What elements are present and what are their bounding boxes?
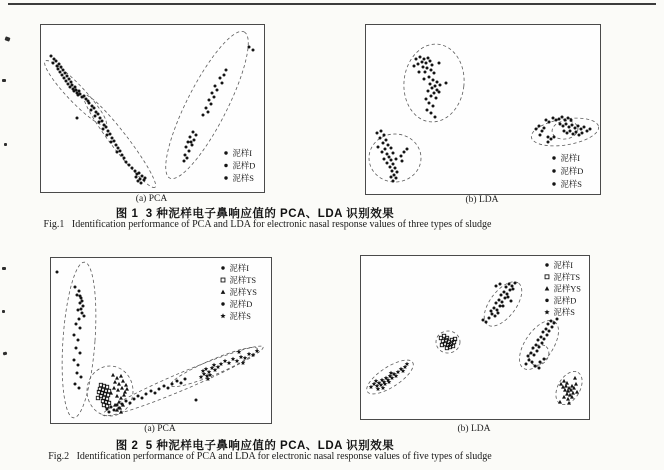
cluster-points-dot-2 [183, 46, 255, 163]
legend-marker-square [221, 278, 225, 282]
legend-label: 泥样I [553, 261, 574, 270]
legend-label: 泥样YS [553, 284, 581, 294]
legend-marker-dot [545, 263, 548, 266]
figure1-caption-zh: 图 1 3 种泥样电子鼻响应值的 PCA、LDA 识别效果 [115, 208, 395, 220]
cluster-points-泥样TS [96, 383, 110, 407]
pca-plot-3-types [40, 24, 265, 193]
scan-speck [2, 310, 5, 313]
panel-caption-fig1a: (a) PCA [135, 194, 168, 204]
cluster-ellipse [477, 275, 529, 332]
scan-speck [2, 267, 6, 270]
cluster-ellipse [400, 41, 468, 125]
cluster-points-dot-3 [525, 318, 559, 370]
legend-marker-dot [552, 169, 555, 172]
legend-label: 泥样D [560, 167, 584, 176]
legend-marker-triangle [221, 290, 226, 294]
lda-plot-5-types [360, 255, 590, 420]
plot-legend [544, 260, 581, 317]
legend-label: 泥样I [229, 264, 250, 273]
cluster-points-dot-0 [50, 55, 90, 120]
cluster-points-dot-2 [482, 282, 517, 324]
plot-legend [220, 263, 257, 321]
cluster-points-泥样TS [439, 334, 456, 349]
scatter-canvas [41, 25, 264, 192]
legend-label: 泥样YS [229, 288, 257, 297]
cluster-ellipse [100, 339, 267, 423]
legend-label: 泥样D [229, 300, 253, 309]
figure1-caption-en: Fig.1 Identification performance of PCA and LDA for electronic nasal response values of three types of sludge [43, 219, 492, 230]
scatter-canvas [361, 256, 589, 419]
legend-label: 泥样S [229, 312, 251, 321]
lda-plot-3-types [365, 24, 601, 195]
legend-label: 泥样S [553, 308, 575, 318]
page-rule [8, 3, 656, 5]
legend-marker-dot [224, 151, 227, 154]
legend-label: 泥样TS [553, 272, 581, 282]
legend-marker-dot [221, 266, 224, 269]
legend-label: 泥样D [553, 296, 577, 306]
cluster-ellipse [87, 366, 133, 416]
legend-marker-square [545, 275, 549, 279]
legend-label: 泥样I [232, 149, 253, 158]
cluster-points-dot-2 [535, 116, 592, 144]
panel-caption-fig2a: (a) PCA [144, 424, 176, 434]
legend-marker-triangle [545, 286, 550, 290]
legend-label: 泥样TS [229, 276, 257, 285]
cluster-points-泥样S [369, 362, 410, 391]
scan-speck [4, 36, 10, 41]
scan-speck [4, 143, 7, 146]
legend-marker-dot [224, 176, 227, 179]
plot-legend [552, 153, 583, 189]
legend-label: 泥样S [232, 174, 254, 183]
legend-label: 泥样I [560, 154, 581, 163]
legend-marker-dot [221, 302, 224, 305]
scan-speck [3, 352, 8, 356]
legend-marker-star [220, 313, 225, 318]
legend-marker-star [544, 309, 549, 314]
cluster-points-dot-1 [376, 130, 409, 183]
scatter-canvas [366, 25, 600, 194]
cluster-ellipse [168, 342, 260, 393]
legend-label: 泥样D [232, 161, 256, 171]
legend-marker-dot [224, 164, 227, 167]
legend-label: 泥样S [560, 180, 582, 189]
scatter-canvas [51, 258, 271, 423]
figure2-caption-zh: 图 2 5 种泥样电子鼻响应值的 PCA、LDA 识别效果 [115, 440, 395, 452]
scan-speck [2, 79, 6, 82]
legend-marker-dot [545, 299, 548, 302]
legend-marker-dot [552, 182, 555, 185]
cluster-points-dot-0 [413, 56, 448, 119]
figure2-caption-en: Fig.2 Identification performance of PCA and LDA for electronic nasal response values of five types of sludge [48, 451, 492, 462]
pca-plot-5-types [50, 257, 272, 424]
cluster-ellipse [78, 90, 162, 192]
cluster-points-dot-1 [88, 102, 147, 185]
panel-caption-fig1b: (b) LDA [465, 195, 499, 205]
panel-caption-fig2b: (b) LDA [457, 424, 491, 434]
plot-legend [224, 148, 255, 183]
legend-marker-dot [552, 156, 555, 159]
